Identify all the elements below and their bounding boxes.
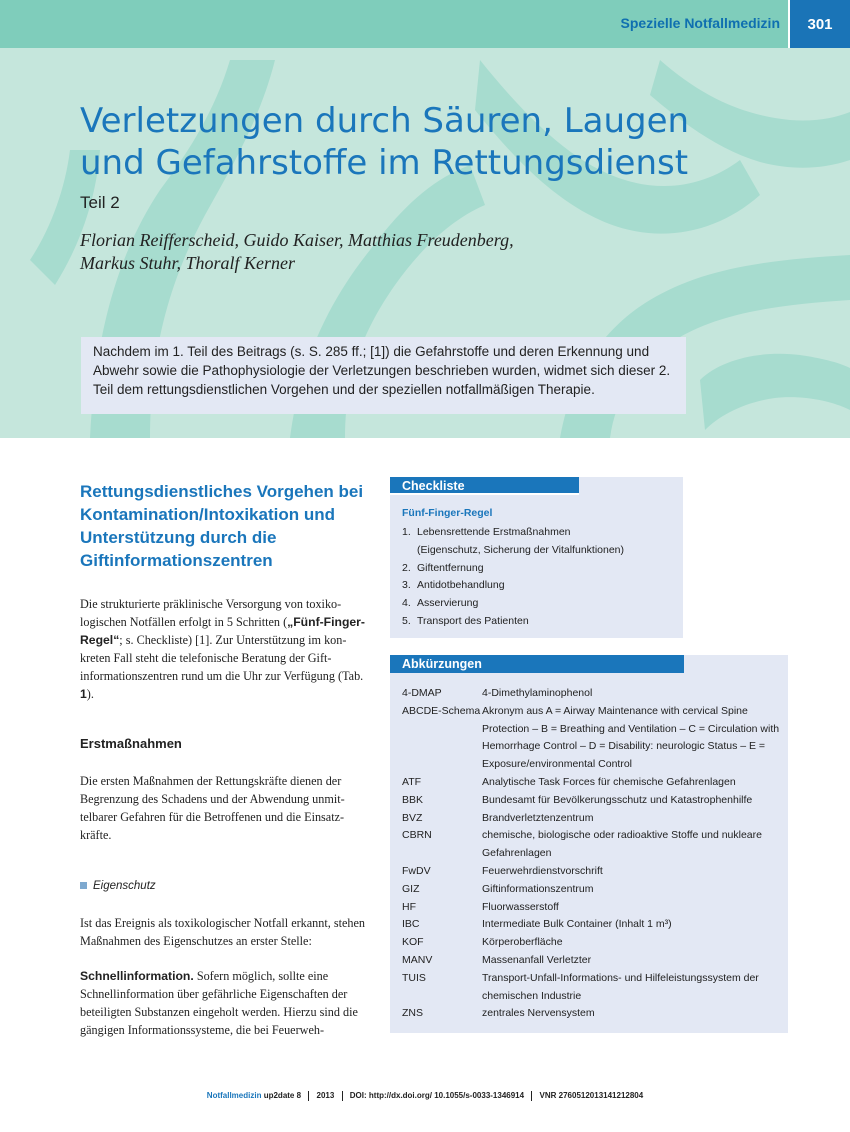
footer-vnr: VNR 2760512013141212804 bbox=[539, 1091, 644, 1101]
meaning-cell: Massenanfall Verletzter bbox=[482, 953, 592, 966]
meaning-cell: Transport-Unfall-Informations- und Hilfeleistungssystem der chemischen Industrie bbox=[482, 971, 759, 1002]
abbr-cell: KOF bbox=[402, 936, 424, 949]
separator bbox=[342, 1091, 343, 1101]
abbr-cell: HF bbox=[402, 900, 416, 913]
footer-doi[interactable]: DOI: http://dx.doi.org/ 10.1055/s-0033-1346914 bbox=[349, 1091, 525, 1101]
table-row bbox=[402, 934, 782, 952]
body-paragraph: Die ersten Maßnahmen der Rettungskräfte dienen der Begrenzung des Schadens und der Abwendung unmit-telbarer Gefahren für die Betroffenen und die Einsatz-kräfte. bbox=[80, 774, 345, 842]
meaning-cell: 4-Dimethylaminophenol bbox=[482, 687, 593, 699]
abbr-cell: ATF bbox=[402, 775, 422, 788]
list-item bbox=[402, 613, 672, 631]
abbr-cell: ZNS bbox=[402, 1007, 423, 1020]
abbr-cell: TUIS bbox=[402, 971, 426, 984]
abbr-cell: BVZ bbox=[402, 811, 423, 824]
checklist-header: Checkliste bbox=[390, 477, 579, 495]
meaning-cell: Analytische Task Forces für chemische Gefahrenlagen bbox=[482, 775, 736, 788]
item-number: 3. bbox=[402, 579, 411, 592]
list-item bbox=[402, 560, 672, 578]
text-span: Sofern möglich, sollte eine Schnellinformation über gefährliche Eigenschaften der beteiligten Substanzen eingeholt werden. Hierzu sind die gängigen Informationssysteme, die bei Feuerweh- bbox=[80, 969, 358, 1037]
item-text: Giftentfernung bbox=[417, 561, 484, 574]
subheading-eigenschutz bbox=[80, 880, 156, 892]
footer-year: 2013 bbox=[316, 1091, 335, 1101]
table-row bbox=[402, 827, 782, 863]
page-footer bbox=[0, 1091, 850, 1101]
article-abstract: Nachdem im 1. Teil des Beitrags (s. S. 285 ff.; [1]) die Gefahrstoffe und deren Erkennung und Abwehr sowie die Pathophysiologie der Verletzungen beschrieben wurden, widmet sich dieser 2. Teil dem rettungsdienstlichen Vorgehen und der speziellen notfallmäßigen Therapie. bbox=[81, 337, 686, 414]
item-number bbox=[402, 542, 417, 560]
authors-line: Markus Stuhr, Thoralf Kerner bbox=[80, 253, 296, 273]
abbr-cell: FwDV bbox=[402, 864, 431, 877]
item-number: 2. bbox=[402, 561, 411, 574]
text-span: ; s. Checkliste) [1]. Zur Unterstützung im kon-kreten Fall steht die telefonische Beratung der Gift-informationszentren rund um die Uhr zur Verfügung (Tab. bbox=[80, 633, 364, 683]
abbr-cell: MANV bbox=[402, 953, 433, 966]
item-text: Antidotbehandlung bbox=[417, 579, 505, 592]
separator bbox=[308, 1091, 309, 1101]
item-text: Transport des Patienten bbox=[417, 614, 529, 627]
table-row bbox=[402, 810, 782, 828]
separator bbox=[531, 1091, 532, 1101]
item-number: 4. bbox=[402, 597, 411, 610]
table-row bbox=[402, 881, 782, 899]
bold-span: Schnellinformation. bbox=[80, 969, 194, 983]
section-heading: Rettungsdienstliches Vorgehen bei Kontamination/Intoxikation und Unterstützung durch die Giftinformationszentren bbox=[80, 482, 364, 570]
body-paragraph: Ist das Ereignis als toxikologischer Notfall erkannt, stehen Maßnahmen des Eigenschutzes an erster Stelle: bbox=[80, 916, 365, 948]
abbreviations-header: Abkürzungen bbox=[390, 655, 684, 673]
meaning-cell: Fluorwasserstoff bbox=[482, 900, 559, 913]
list-item bbox=[402, 577, 672, 595]
article-authors bbox=[80, 229, 550, 275]
text-span: Die strukturierte präklinische Versorgung von toxiko-logischen Notfällen erfolgt in 5 Schritten ( bbox=[80, 597, 342, 629]
meaning-cell: chemische, biologische oder radioaktive Stoffe und nukleare Gefahrenlagen bbox=[482, 829, 762, 860]
table-row bbox=[402, 863, 782, 881]
list-item bbox=[402, 524, 672, 542]
table-row bbox=[402, 774, 782, 792]
article-title: Verletzungen durch Säuren, Laugen und Gefahrstoffe im Rettungsdienst bbox=[80, 101, 690, 183]
body-paragraph bbox=[80, 967, 372, 1039]
checklist-list bbox=[402, 524, 672, 631]
abbr-cell: CBRN bbox=[402, 829, 432, 842]
body-paragraph bbox=[80, 595, 372, 703]
journal-name: Notfallmedizin bbox=[206, 1091, 262, 1101]
subheading-label: Eigenschutz bbox=[93, 880, 156, 892]
abbreviations-table bbox=[402, 685, 782, 1023]
list-item bbox=[402, 542, 672, 560]
article-subtitle: Teil 2 bbox=[80, 193, 120, 212]
journal-suffix: up2date 8 bbox=[263, 1091, 302, 1101]
checklist-title: Fünf-Finger-Regel bbox=[402, 507, 493, 519]
section-label: Spezielle Notfallmedizin bbox=[620, 15, 780, 31]
table-row bbox=[402, 952, 782, 970]
meaning-cell: Akronym aus A = Airway Maintenance with cervical Spine Protection – B = Breathing and Ventilation – C = Circulation with Hemorrhage Control – D = Disability: neurologic Status – E = Exposure/environmental Control bbox=[482, 704, 780, 771]
page-number: 301 bbox=[788, 0, 850, 48]
table-row bbox=[402, 685, 782, 703]
table-row bbox=[402, 916, 782, 934]
authors-line: Florian Reifferscheid, Guido Kaiser, Matthias Freudenberg, bbox=[80, 230, 514, 250]
meaning-cell: Giftinformationszentrum bbox=[482, 882, 594, 895]
table-row bbox=[402, 703, 782, 774]
abbreviations-box bbox=[390, 655, 788, 1033]
subheading-erstmassnahmen: Erstmaßnahmen bbox=[80, 736, 182, 751]
meaning-cell: Intermediate Bulk Container (Inhalt 1 m³) bbox=[482, 918, 672, 931]
item-number: 5. bbox=[402, 614, 411, 627]
list-item bbox=[402, 595, 672, 613]
abbr-cell: BBK bbox=[402, 793, 424, 806]
item-text: (Eigenschutz, Sicherung der Vitalfunktionen) bbox=[417, 543, 625, 556]
meaning-cell: Brandverletztenzentrum bbox=[482, 811, 594, 824]
text-span: ). bbox=[86, 687, 94, 701]
bold-span: „Fünf-Finger-Regel“ bbox=[80, 615, 365, 647]
meaning-cell: Körperoberfläche bbox=[482, 936, 563, 949]
meaning-cell: Feuerwehrdienstvorschrift bbox=[482, 864, 603, 877]
table-row bbox=[402, 792, 782, 810]
item-text: Asservierung bbox=[417, 597, 479, 610]
abbr-cell: IBC bbox=[402, 918, 420, 931]
hero-banner bbox=[0, 0, 850, 438]
abbr-cell: 4-DMAP bbox=[402, 687, 442, 699]
table-reference-link[interactable]: 1 bbox=[80, 687, 87, 701]
item-number: 1. bbox=[402, 526, 411, 538]
table-row bbox=[402, 899, 782, 917]
meaning-cell: Bundesamt für Bevölkerungsschutz und Katastrophenhilfe bbox=[482, 793, 753, 806]
item-text: Lebensrettende Erstmaßnahmen bbox=[417, 526, 571, 538]
meaning-cell: zentrales Nervensystem bbox=[482, 1007, 595, 1020]
table-row bbox=[402, 970, 782, 1006]
square-bullet-icon bbox=[80, 882, 87, 889]
table-row bbox=[402, 1005, 782, 1023]
checklist-box bbox=[390, 477, 683, 638]
abbr-cell: ABCDE-Schema bbox=[402, 704, 481, 717]
abbr-cell: GIZ bbox=[402, 882, 420, 895]
